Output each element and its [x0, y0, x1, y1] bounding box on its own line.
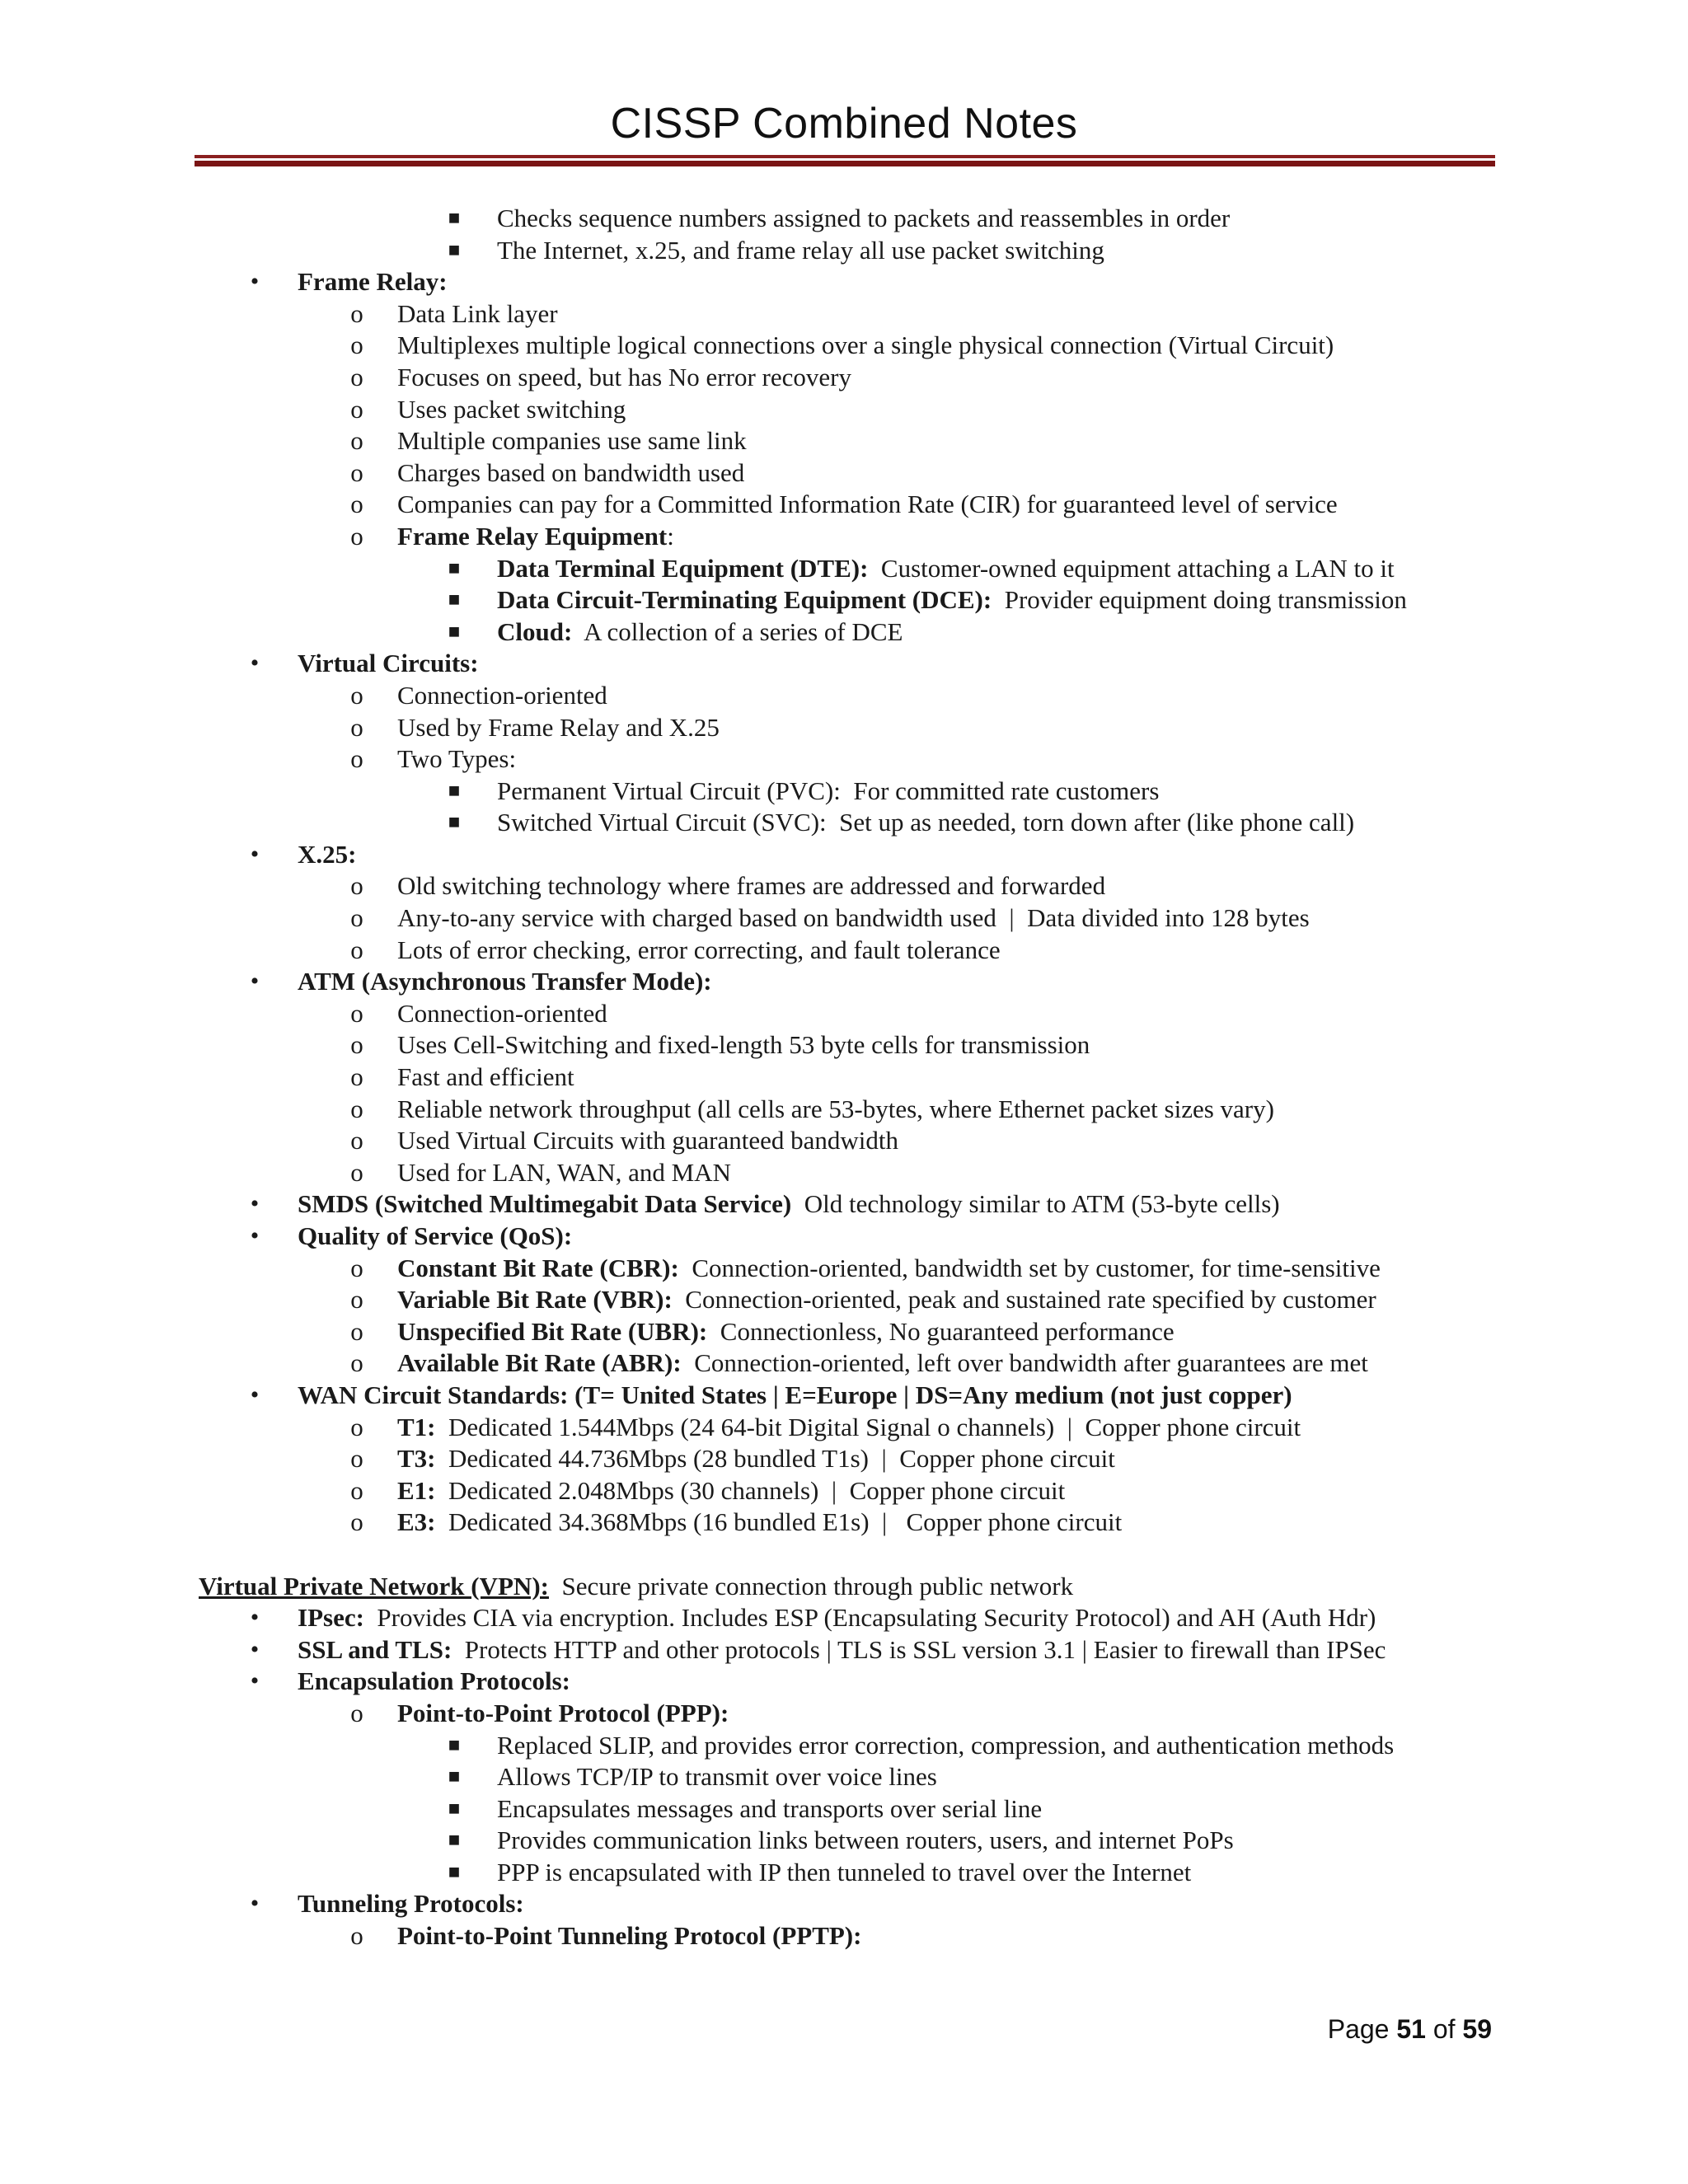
outline-item-level-2 [0, 1062, 1688, 1094]
bullet-square-icon: ■ [448, 1861, 461, 1883]
bullet-circle-icon: o [350, 521, 363, 551]
item-bold-label: Data Terminal Equipment (DTE): [497, 553, 869, 583]
item-text [397, 1316, 1175, 1348]
item-text [397, 457, 744, 490]
outline-item-level-3 [0, 1825, 1688, 1857]
bullet-square-icon: ■ [448, 1766, 461, 1788]
outline-item-level-1 [0, 1380, 1688, 1412]
item-text [298, 1380, 1292, 1412]
outline-item-level-2 [0, 1157, 1688, 1189]
item-text [298, 839, 356, 871]
item-text [397, 1029, 1090, 1062]
item-description: Data Link layer [397, 298, 558, 328]
item-description: Connection-oriented, bandwidth set by customer, for time-sensitive [678, 1253, 1381, 1282]
item-bold-label: Frame Relay: [298, 267, 448, 297]
bullet-square-icon: ■ [448, 812, 461, 834]
outline-item-level-2 [0, 1284, 1688, 1316]
item-description: Used for LAN, WAN, and MAN [397, 1157, 731, 1187]
page-current: 51 [1396, 2014, 1426, 2044]
page-of: of [1425, 2014, 1463, 2044]
item-bold-label: Virtual Circuits: [298, 649, 479, 678]
item-text [298, 1666, 570, 1698]
item-description: Dedicated 2.048Mbps (30 channels) | Copper phone circuit [435, 1475, 1066, 1505]
item-text [298, 266, 448, 298]
item-bold-label: SMDS (Switched Multimegabit Data Service) [298, 1189, 792, 1219]
bullet-square-icon: ■ [448, 1830, 461, 1852]
bullet-square-icon: ■ [448, 1734, 461, 1756]
outline-item-level-2 [0, 1125, 1688, 1157]
item-text [397, 489, 1338, 521]
item-description: Allows TCP/IP to transmit over voice lines [497, 1762, 937, 1792]
item-bold-label: Data Circuit-Terminating Equipment (DCE): [497, 585, 992, 615]
item-description: Dedicated 1.544Mbps (24 64-bit Digital Signal o channels) | Copper phone circuit [435, 1412, 1301, 1441]
outline-item-level-2 [0, 298, 1688, 330]
bullet-circle-icon: o [350, 1126, 363, 1155]
bullet-circle-icon: o [350, 1698, 363, 1727]
item-text [497, 1825, 1234, 1857]
bullet-circle-icon: o [350, 712, 363, 742]
item-bold-label: Constant Bit Rate (CBR): [397, 1253, 679, 1282]
item-text [397, 1094, 1274, 1126]
bullet-circle-icon: o [350, 1475, 363, 1505]
item-bold-label: IPsec: [298, 1603, 364, 1633]
outline-item-level-1 [0, 648, 1688, 680]
bullet-square-icon: ■ [448, 208, 461, 229]
bullet-circle-icon: o [350, 998, 363, 1028]
item-description: Connection-oriented [397, 998, 607, 1028]
item-description: Connection-oriented [397, 680, 607, 710]
bullet-dot-icon: • [250, 1890, 260, 1918]
outline-item-level-2 [0, 425, 1688, 457]
item-text [397, 1125, 898, 1157]
outline-item-level-3 [0, 807, 1688, 839]
outline-item-level-2 [0, 712, 1688, 744]
bullet-circle-icon: o [350, 744, 363, 774]
outline-item-level-2 [0, 902, 1688, 935]
item-description: Connection-oriented, peak and sustained rate specified by customer [672, 1285, 1376, 1315]
outline-item-level-2 [0, 1412, 1688, 1444]
item-description: Customer-owned equipment attaching a LAN to it [868, 553, 1395, 583]
item-text [497, 235, 1104, 267]
bullet-circle-icon: o [350, 1062, 363, 1092]
item-description: Protects HTTP and other protocols | TLS is SSL version 3.1 | Easier to firewall than IPSec [452, 1634, 1386, 1664]
outline-item-level-2 [0, 394, 1688, 426]
item-description: Multiplexes multiple logical connections over a single physical connection (Virtual Circuit) [397, 330, 1334, 360]
outline-item-level-2 [0, 743, 1688, 776]
outline-item-level-2 [0, 1507, 1688, 1539]
bullet-dot-icon: • [250, 268, 260, 296]
item-text [397, 743, 516, 776]
item-bold-label: Virtual Private Network (VPN): [199, 1571, 549, 1601]
bullet-dot-icon: • [250, 649, 260, 677]
item-bold-label: E3: [397, 1507, 436, 1537]
item-description: Any-to-any service with charged based on bandwidth used | Data divided into 128 bytes [397, 903, 1310, 933]
outline-item-level-3 [0, 553, 1688, 585]
bullet-circle-icon: o [350, 1348, 363, 1378]
item-text [397, 1412, 1301, 1444]
item-description: Provider equipment doing transmission [992, 585, 1407, 615]
section-heading [0, 1571, 1688, 1603]
bullet-circle-icon: o [350, 362, 363, 391]
bullet-circle-icon: o [350, 1412, 363, 1441]
bullet-circle-icon: o [350, 457, 363, 487]
item-text [397, 998, 607, 1030]
item-description: Replaced SLIP, and provides error correction, compression, and authentication methods [497, 1730, 1395, 1760]
item-description: Old technology similar to ATM (53-byte cells) [791, 1189, 1280, 1219]
outline-item-level-2 [0, 362, 1688, 394]
item-text [397, 1284, 1376, 1316]
item-text [497, 1857, 1191, 1889]
item-description: PPP is encapsulated with IP then tunneled to travel over the Internet [497, 1857, 1192, 1886]
item-text [298, 1188, 1280, 1221]
bullet-dot-icon: • [250, 840, 260, 868]
item-description: Secure private connection through public network [548, 1571, 1074, 1601]
bullet-dot-icon: • [250, 1222, 260, 1249]
outline-item-level-3 [0, 1857, 1688, 1889]
outline-item-level-2 [0, 1475, 1688, 1507]
notes-body [0, 203, 1688, 1952]
item-description: Connection-oriented, left over bandwidth after guarantees are met [681, 1348, 1368, 1378]
header-rule-thick [195, 161, 1495, 166]
bullet-square-icon: ■ [448, 589, 461, 612]
item-bold-label: Point-to-Point Protocol (PPP): [397, 1698, 729, 1727]
item-text [298, 648, 479, 680]
item-description: Switched Virtual Circuit (SVC): Set up as needed, torn down after (like phone call) [497, 808, 1355, 837]
header-rule-thin [195, 155, 1495, 158]
item-text [298, 966, 712, 998]
outline-item-level-3 [0, 776, 1688, 808]
outline-item-level-1 [0, 966, 1688, 998]
bullet-circle-icon: o [350, 394, 363, 424]
item-text [397, 902, 1310, 935]
item-bold-label: Available Bit Rate (ABR): [397, 1348, 682, 1378]
item-text [397, 330, 1334, 362]
item-description: Multiple companies use same link [397, 426, 747, 456]
item-bold-label: T3: [397, 1444, 436, 1474]
item-description: Permanent Virtual Circuit (PVC): For committed rate customers [497, 776, 1160, 805]
outline-item-level-2 [0, 1316, 1688, 1348]
item-description: A collection of a series of DCE [572, 616, 903, 646]
outline-item-level-1 [0, 1666, 1688, 1698]
item-bold-label: ATM (Asynchronous Transfer Mode): [298, 967, 712, 996]
item-text [497, 553, 1395, 585]
item-text [397, 680, 607, 712]
item-text [397, 1253, 1381, 1285]
outline-item-level-2 [0, 935, 1688, 967]
item-text [397, 1920, 861, 1952]
bullet-circle-icon: o [350, 935, 363, 964]
item-text [397, 1062, 574, 1094]
bullet-dot-icon: • [250, 968, 260, 996]
bullet-circle-icon: o [350, 1094, 363, 1123]
page-prefix: Page [1327, 2014, 1397, 2044]
item-text [397, 298, 558, 330]
item-description: Two Types: [397, 744, 517, 774]
item-description: Connectionless, No guaranteed performance [707, 1316, 1175, 1346]
item-description: Used Virtual Circuits with guaranteed bandwidth [397, 1126, 898, 1155]
item-text [298, 1221, 572, 1253]
item-text [298, 1634, 1386, 1666]
item-text [497, 1730, 1394, 1762]
bullet-square-icon: ■ [448, 557, 461, 579]
outline-item-level-2 [0, 1029, 1688, 1062]
outline-item-level-3 [0, 1761, 1688, 1793]
page-title: CISSP Combined Notes [610, 100, 1078, 148]
item-text [397, 394, 626, 426]
bullet-circle-icon: o [350, 1157, 363, 1187]
outline-item-level-2 [0, 1253, 1688, 1285]
outline-item-level-1 [0, 1221, 1688, 1253]
item-text [397, 362, 851, 394]
item-text [199, 1571, 1073, 1603]
item-text [497, 776, 1159, 808]
item-text [497, 807, 1354, 839]
bullet-circle-icon: o [350, 680, 363, 710]
item-text [397, 1507, 1122, 1539]
item-text [497, 1761, 937, 1793]
outline-item-level-3 [0, 616, 1688, 649]
item-text [497, 1793, 1042, 1825]
item-text [397, 935, 1001, 967]
item-text [397, 712, 720, 744]
bullet-circle-icon: o [350, 1921, 363, 1951]
bullet-circle-icon: o [350, 1030, 363, 1060]
bullet-dot-icon: • [250, 1604, 260, 1632]
item-text [397, 425, 747, 457]
outline-item-level-2 [0, 457, 1688, 490]
item-description: Companies can pay for a Committed Information Rate (CIR) for guaranteed level of service [397, 490, 1338, 519]
item-bold-label: Quality of Service (QoS): [298, 1221, 573, 1250]
item-bold-label: Encapsulation Protocols: [298, 1666, 570, 1696]
item-description: Old switching technology where frames are addressed and forwarded [397, 871, 1106, 901]
bullet-square-icon: ■ [448, 239, 461, 261]
item-description: Uses Cell-Switching and fixed-length 53 byte cells for transmission [397, 1030, 1090, 1060]
page-total: 59 [1462, 2014, 1492, 2044]
blank-line [0, 1539, 1688, 1571]
outline-item-level-1 [0, 266, 1688, 298]
item-bold-label: X.25: [298, 839, 357, 869]
bullet-square-icon: ■ [448, 780, 461, 802]
item-description: Used by Frame Relay and X.25 [397, 712, 720, 742]
bullet-circle-icon: o [350, 330, 363, 360]
outline-item-level-2 [0, 489, 1688, 521]
page-number [1328, 2013, 1492, 2046]
bullet-circle-icon: o [350, 298, 363, 328]
outline-item-level-1 [0, 1602, 1688, 1634]
item-description: Dedicated 34.368Mbps (16 bundled E1s) | Copper phone circuit [435, 1507, 1123, 1537]
outline-item-level-1 [0, 839, 1688, 871]
item-text [298, 1888, 524, 1920]
item-text [397, 1475, 1065, 1507]
item-description: Fast and efficient [397, 1062, 574, 1092]
item-text [397, 521, 674, 553]
item-text [397, 1347, 1368, 1380]
bullet-circle-icon: o [350, 1285, 363, 1315]
outline-item-level-1 [0, 1188, 1688, 1221]
bullet-circle-icon: o [350, 1507, 363, 1537]
item-description: Encapsulates messages and transports over serial line [497, 1793, 1043, 1823]
bullet-circle-icon: o [350, 1444, 363, 1474]
bullet-dot-icon: • [250, 1667, 260, 1695]
bullet-circle-icon: o [350, 1316, 363, 1346]
item-text [397, 870, 1105, 902]
item-text [397, 1698, 729, 1730]
item-bold-label: SSL and TLS: [298, 1634, 452, 1664]
bullet-square-icon: ■ [448, 621, 461, 643]
item-bold-label: Point-to-Point Tunneling Protocol (PPTP): [397, 1921, 862, 1951]
item-description: Checks sequence numbers assigned to packets and reassembles in order [497, 204, 1231, 232]
item-description: Provides CIA via encryption. Includes ESP (Encapsulating Security Protocol) and AH (Auth Hdr) [363, 1603, 1376, 1633]
outline-item-level-2 [0, 521, 1688, 553]
item-bold-label: E1: [397, 1475, 436, 1505]
outline-item-level-1 [0, 1634, 1688, 1666]
item-text [497, 584, 1407, 616]
item-text [397, 1443, 1115, 1475]
bullet-circle-icon: o [350, 1253, 363, 1282]
outline-item-level-2 [0, 870, 1688, 902]
outline-item-level-1 [0, 1888, 1688, 1920]
bullet-dot-icon: • [250, 1190, 260, 1218]
item-description: : [667, 521, 674, 551]
outline-item-level-2 [0, 998, 1688, 1030]
item-description: Reliable network throughput (all cells are 53-bytes, where Ethernet packet sizes vary) [397, 1094, 1274, 1123]
item-description: Focuses on speed, but has No error recovery [397, 362, 851, 391]
item-bold-label: Frame Relay Equipment [397, 521, 668, 551]
item-text [497, 203, 1230, 235]
outline-item-level-3 [0, 235, 1688, 267]
item-description: Dedicated 44.736Mbps (28 bundled T1s) | Copper phone circuit [435, 1444, 1115, 1474]
outline-item-level-2 [0, 1347, 1688, 1380]
item-bold-label: Tunneling Protocols: [298, 1889, 524, 1919]
bullet-circle-icon: o [350, 426, 363, 456]
outline-item-level-2 [0, 1920, 1688, 1952]
outline-item-level-2 [0, 680, 1688, 712]
bullet-dot-icon: • [250, 1635, 260, 1663]
outline-item-level-3 [0, 584, 1688, 616]
item-description: Lots of error checking, error correcting, and fault tolerance [397, 935, 1001, 964]
item-bold-label: WAN Circuit Standards: (T= United States | E=Europe | DS=Any medium (not just copper) [298, 1380, 1292, 1409]
item-description: The Internet, x.25, and frame relay all use packet switching [497, 235, 1104, 265]
item-description: Uses packet switching [397, 394, 626, 424]
item-text [397, 1157, 731, 1189]
item-bold-label: Variable Bit Rate (VBR): [397, 1285, 673, 1315]
bullet-square-icon: ■ [448, 1797, 461, 1820]
item-description: Charges based on bandwidth used [397, 457, 745, 487]
item-description: Provides communication links between routers, users, and internet PoPs [497, 1825, 1234, 1855]
outline-item-level-2 [0, 1094, 1688, 1126]
outline-item-level-2 [0, 1443, 1688, 1475]
bullet-circle-icon: o [350, 903, 363, 933]
bullet-dot-icon: • [250, 1380, 260, 1408]
outline-item-level-3 [0, 203, 1688, 235]
bullet-circle-icon: o [350, 871, 363, 901]
outline-item-level-3 [0, 1730, 1688, 1762]
bullet-circle-icon: o [350, 490, 363, 519]
outline-item-level-2 [0, 330, 1688, 362]
outline-item-level-3 [0, 1793, 1688, 1825]
item-bold-label: Unspecified Bit Rate (UBR): [397, 1316, 708, 1346]
item-bold-label: T1: [397, 1412, 436, 1441]
outline-item-level-2 [0, 1698, 1688, 1730]
item-bold-label: Cloud: [497, 616, 573, 646]
item-text [497, 616, 903, 649]
item-text [298, 1602, 1376, 1634]
